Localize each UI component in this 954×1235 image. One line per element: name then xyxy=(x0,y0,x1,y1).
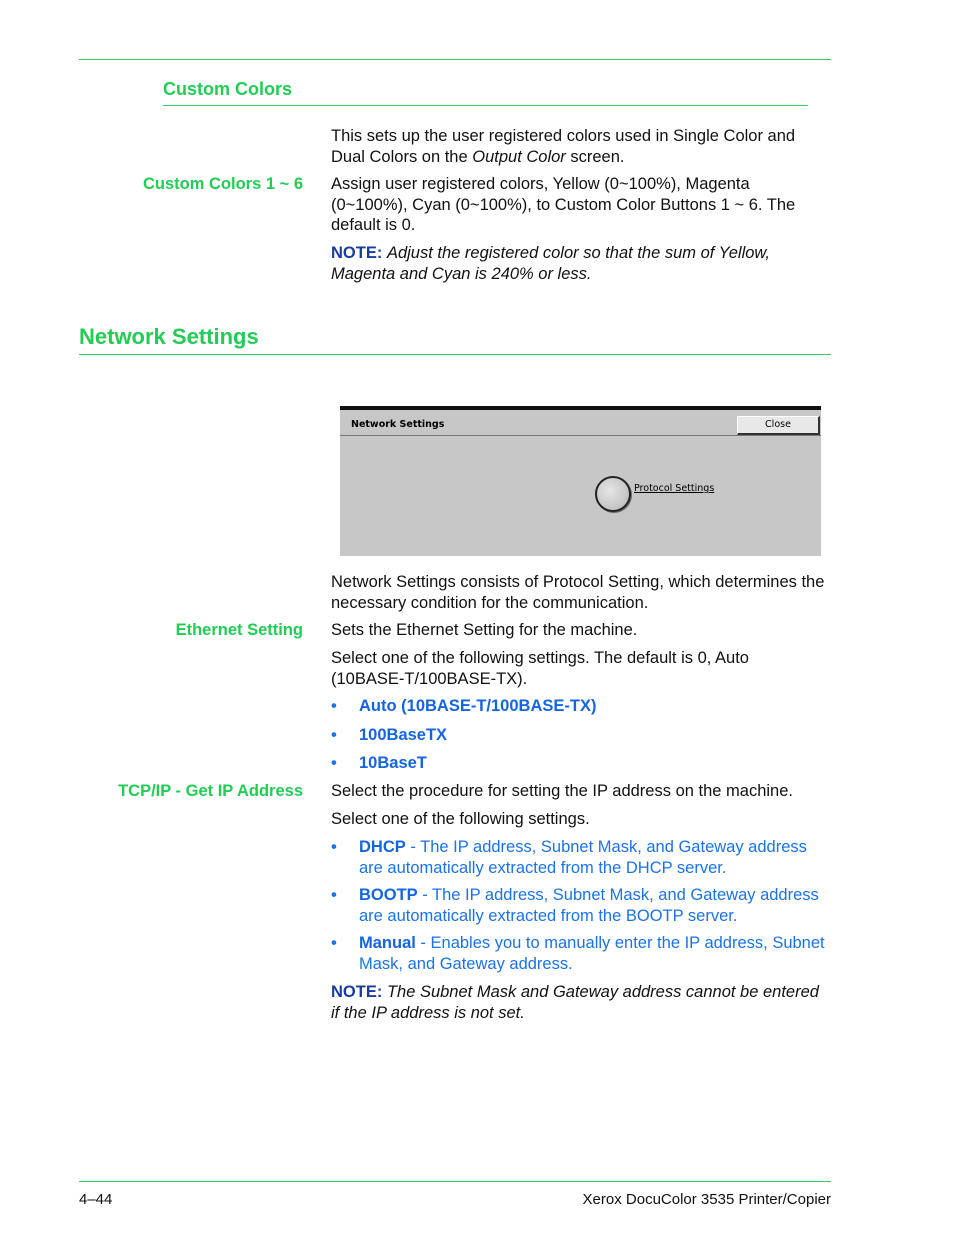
custom-colors-heading: Custom Colors xyxy=(163,79,293,99)
footer-rule xyxy=(79,1181,831,1182)
screenshot-title: Network Settings xyxy=(351,419,445,430)
tcpip-label: TCP/IP - Get IP Address xyxy=(118,782,303,800)
bullet-icon: • xyxy=(331,697,337,715)
protocol-settings-button[interactable]: Protocol Settings xyxy=(634,483,715,494)
bullet-icon: • xyxy=(331,934,337,952)
ethernet-option-100basetx: • 100BaseTX xyxy=(331,726,448,744)
ethernet-text-1: Sets the Ethernet Setting for the machine. xyxy=(331,621,638,639)
network-settings-heading: Network Settings xyxy=(79,324,259,349)
bullet-icon: • xyxy=(331,726,337,744)
footer-product-name: Xerox DocuColor 3535 Printer/Copier xyxy=(582,1191,831,1208)
screenshot-title-bar xyxy=(340,410,821,436)
note-label: NOTE: xyxy=(331,983,383,1001)
page-number: 4–44 xyxy=(79,1191,113,1208)
custom-colors-item-text: Assign user registered colors, Yellow (0~100%), Magenta (0~100%), Cyan (0~100%), to Custom Color Buttons 1 ~ 6. The default is 0. xyxy=(331,175,796,234)
bullet-icon: • xyxy=(331,886,337,904)
network-settings-intro: Network Settings consists of Protocol Setting, which determines the necessary condition for the communication. xyxy=(331,573,825,612)
network-settings-screenshot xyxy=(340,406,821,556)
note-text: Adjust the registered color so that the sum of Yellow, Magenta and Cyan is 240% or less. xyxy=(331,244,771,283)
custom-colors-item-label: Custom Colors 1 ~ 6 xyxy=(143,175,303,193)
custom-colors-intro: This sets up the user registered colors used in Single Color and Dual Colors on the Output Color screen. xyxy=(331,127,796,166)
custom-colors-note xyxy=(331,243,826,284)
ethernet-text-2: Select one of the following settings. The default is 0, Auto (10BASE-T/100BASE-TX). xyxy=(331,649,749,688)
ethernet-option-auto: • Auto (10BASE-T/100BASE-TX) xyxy=(331,697,597,715)
close-button[interactable]: Close xyxy=(737,416,820,435)
note-text: The Subnet Mask and Gateway address cannot be entered if the IP address is not set. xyxy=(331,983,819,1022)
note-label: NOTE: xyxy=(331,244,383,262)
tcpip-text-2: Select one of the following settings. xyxy=(331,810,590,828)
tcpip-note xyxy=(331,982,826,1023)
tcpip-option-dhcp: • DHCP - The IP address, Subnet Mask, and Gateway address are automatically extracted from the DHCP server. xyxy=(331,838,807,877)
tcpip-text-1: Select the procedure for setting the IP address on the machine. xyxy=(331,782,793,800)
tcpip-option-bootp: • BOOTP - The IP address, Subnet Mask, and Gateway address are automatically extracted from the BOOTP server. xyxy=(331,886,819,925)
ethernet-setting-label: Ethernet Setting xyxy=(175,621,303,639)
top-rule xyxy=(79,59,831,60)
bullet-icon: • xyxy=(331,754,337,772)
ethernet-option-10baset: • 10BaseT xyxy=(331,754,427,772)
tcpip-option-manual: • Manual - Enables you to manually enter the IP address, Subnet Mask, and Gateway address. xyxy=(331,934,825,973)
output-color-term: Output Color xyxy=(472,147,566,166)
network-settings-rule xyxy=(79,354,831,355)
bullet-icon: • xyxy=(331,838,337,856)
protocol-settings-radio-icon[interactable] xyxy=(595,476,631,512)
custom-colors-rule xyxy=(163,105,808,106)
